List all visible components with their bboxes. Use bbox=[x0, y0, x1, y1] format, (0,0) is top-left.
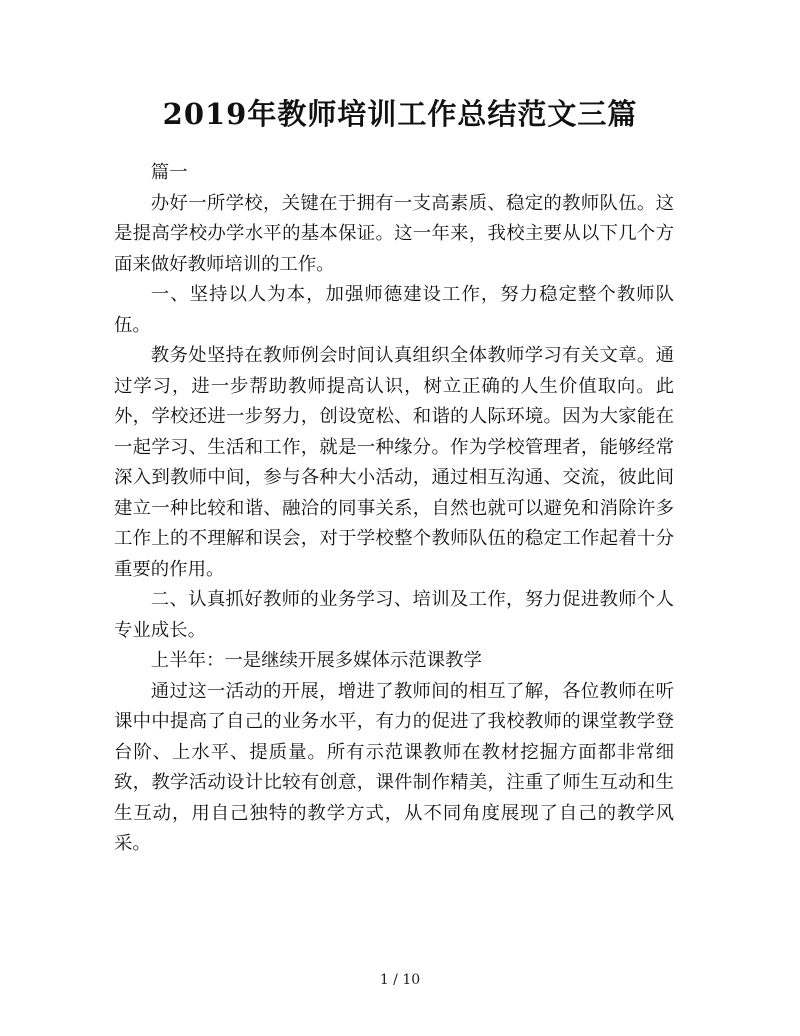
paragraph-first-half-heading: 上半年：一是继续开展多媒体示范课教学 bbox=[150, 650, 482, 671]
paragraph-point-two-heading: 二、认真抓好教师的业务学习、培训及工作，努力促进教师个人专业成长。 bbox=[114, 589, 674, 641]
paragraph-intro: 办好一所学校，关键在于拥有一支高素质、稳定的教师队伍。这是提高学校办学水平的基本保证。这一年来，我校主要从以下几个方面来做好教师培训的工作。 bbox=[114, 192, 674, 275]
paragraph-point-one-heading: 一、坚持以人为本，加强师德建设工作，努力稳定整个教师队伍。 bbox=[114, 284, 674, 336]
document-body bbox=[114, 158, 674, 860]
page-title: 2019年教师培训工作总结范文三篇 bbox=[162, 97, 638, 131]
section-heading-part-one: 篇一 bbox=[150, 162, 188, 183]
page-number: 1 / 10 bbox=[379, 972, 421, 988]
paragraph-point-one-body: 教务处坚持在教师例会时间认真组织全体教师学习有关文章。通过学习，进一步帮助教师提高认识，树立正确的人生价值取向。此外，学校还进一步努力，创设宽松、和谐的人际环境。因为大家能在一起学习、生活和工作，就是一种缘分。作为学校管理者，能够经常深入到教师中间，参与各种大小活动，通过相互沟通、交流，彼此间建立一种比较和谐、融洽的同事关系，自然也就可以避免和消除许多工作上的不理解和误会，对于学校整个教师队伍的稳定工作起着十分重要的作用。 bbox=[114, 345, 674, 580]
paragraph-first-half-body: 通过这一活动的开展，增进了教师间的相互了解，各位教师在听课中中提高了自己的业务水平，有力的促进了我校教师的课堂教学登台阶、上水平、提质量。所有示范课教师在教材挖掘方面都非常细致，教学活动设计比较有创意，课件制作精美，注重了师生互动和生生互动，用自己独特的教学方式，从不同角度展现了自己的教学风采。 bbox=[114, 680, 674, 854]
